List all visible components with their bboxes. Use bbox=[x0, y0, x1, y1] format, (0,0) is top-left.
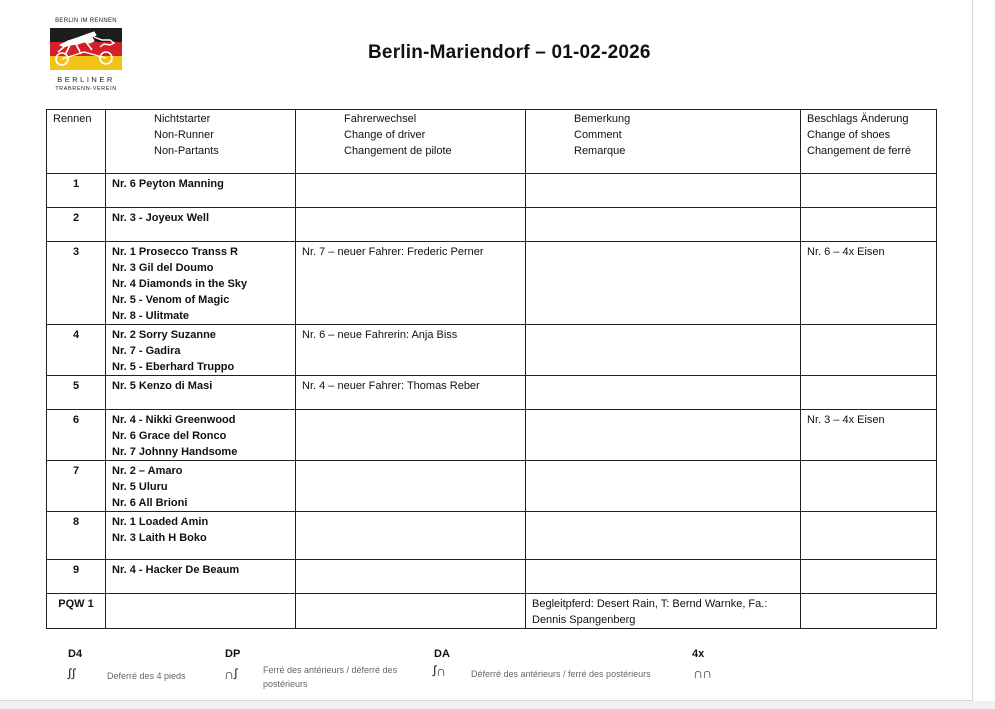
comment-cell bbox=[526, 512, 801, 560]
race-number: 1 bbox=[47, 174, 106, 208]
horseshoe-icon: ꭍ∩ bbox=[432, 663, 446, 679]
race-number: 7 bbox=[47, 461, 106, 512]
page-edge-right bbox=[972, 0, 973, 709]
header-nonrunner: Nichtstarter Non-Runner Non-Partants bbox=[106, 110, 296, 174]
table-row bbox=[47, 594, 937, 629]
header-driver: Fahrerwechsel Change of driver Changement de pilote bbox=[296, 110, 526, 174]
horseshoe-icon: ∩∩ bbox=[693, 665, 712, 681]
race-number: 2 bbox=[47, 208, 106, 242]
legend-code-da: DA bbox=[434, 648, 450, 660]
race-number: 8 bbox=[47, 512, 106, 560]
table-row bbox=[47, 461, 937, 512]
race-number: PQW 1 bbox=[47, 594, 106, 629]
logo-name: BERLINER bbox=[57, 75, 115, 84]
nonrunner-cell: Nr. 4 - Hacker De Beaum bbox=[106, 560, 296, 594]
nonrunner-cell: Nr. 1 Prosecco Transs R Nr. 3 Gil del Doumo Nr. 4 Diamonds in the Sky Nr. 5 - Venom of Magic Nr. 8 - Ulitmate bbox=[106, 242, 296, 325]
race-number: 5 bbox=[47, 376, 106, 410]
driver-cell bbox=[296, 512, 526, 560]
page-title: Berlin-Mariendorf – 01-02-2026 bbox=[368, 42, 651, 63]
legend-code-d4: D4 bbox=[68, 648, 83, 660]
header-row bbox=[47, 110, 937, 174]
legend-code-4x: 4x bbox=[692, 648, 705, 660]
logo-top-text: BERLIN IM RENNEN bbox=[55, 18, 117, 24]
page-gap bbox=[0, 701, 995, 709]
comment-cell: Begleitpferd: Desert Rain, T: Bernd Warnke, Fa.: Dennis Spangenberg bbox=[526, 594, 801, 629]
shoes-cell bbox=[801, 512, 937, 560]
nonrunner-cell bbox=[106, 594, 296, 629]
driver-cell bbox=[296, 174, 526, 208]
comment-cell bbox=[526, 376, 801, 410]
driver-cell bbox=[296, 461, 526, 512]
shoes-cell bbox=[801, 208, 937, 242]
table-row bbox=[47, 174, 937, 208]
logo-subtitle: TRABRENN-VEREIN bbox=[55, 86, 117, 92]
driver-cell: Nr. 6 – neue Fahrerin: Anja Biss bbox=[296, 325, 526, 376]
race-number: 6 bbox=[47, 410, 106, 461]
legend-text-da: Déferré des antérieurs / ferré des postérieurs bbox=[471, 669, 651, 679]
driver-cell: Nr. 7 – neuer Fahrer: Frederic Perner bbox=[296, 242, 526, 325]
shoes-cell bbox=[801, 174, 937, 208]
driver-cell: Nr. 4 – neuer Fahrer: Thomas Reber bbox=[296, 376, 526, 410]
shoes-cell bbox=[801, 461, 937, 512]
comment-cell bbox=[526, 461, 801, 512]
comment-cell bbox=[526, 174, 801, 208]
nonrunner-cell: Nr. 5 Kenzo di Masi bbox=[106, 376, 296, 410]
nonrunner-cell: Nr. 2 Sorry Suzanne Nr. 7 - Gadira Nr. 5 - Eberhard Truppo bbox=[106, 325, 296, 376]
driver-cell bbox=[296, 594, 526, 629]
driver-cell bbox=[296, 208, 526, 242]
table-row bbox=[47, 560, 937, 594]
race-number: 3 bbox=[47, 242, 106, 325]
nonrunner-cell: Nr. 2 – Amaro Nr. 5 Uluru Nr. 6 All Brioni bbox=[106, 461, 296, 512]
comment-cell bbox=[526, 560, 801, 594]
driver-cell bbox=[296, 560, 526, 594]
nonrunner-cell: Nr. 6 Peyton Manning bbox=[106, 174, 296, 208]
shoes-cell: Nr. 3 – 4x Eisen bbox=[801, 410, 937, 461]
table-row bbox=[47, 512, 937, 560]
comment-cell bbox=[526, 208, 801, 242]
shoes-cell bbox=[801, 325, 937, 376]
nonrunner-table bbox=[46, 109, 937, 629]
nonrunner-cell: Nr. 4 - Nikki Greenwood Nr. 6 Grace del Ronco Nr. 7 Johnny Handsome bbox=[106, 410, 296, 461]
comment-cell bbox=[526, 325, 801, 376]
shoes-cell bbox=[801, 594, 937, 629]
comment-cell bbox=[526, 242, 801, 325]
shoes-cell bbox=[801, 560, 937, 594]
comment-cell bbox=[526, 410, 801, 461]
driver-cell bbox=[296, 410, 526, 461]
race-number: 9 bbox=[47, 560, 106, 594]
header-shoes: Beschlags Änderung Change of shoes Changement de ferré bbox=[801, 110, 937, 174]
legend-text-d4: Deferré des 4 pieds bbox=[107, 671, 186, 681]
table-row bbox=[47, 376, 937, 410]
legend-code-dp: DP bbox=[225, 648, 241, 660]
table-row bbox=[47, 208, 937, 242]
horseshoe-icon: ꭍꭍ bbox=[67, 666, 76, 682]
shoes-cell bbox=[801, 376, 937, 410]
header-comment: Bemerkung Comment Remarque bbox=[526, 110, 801, 174]
logo bbox=[50, 18, 122, 98]
table-row bbox=[47, 242, 937, 325]
legend-text-dp: Ferré des antérieurs / déferré des postérieurs bbox=[263, 665, 398, 689]
table-row bbox=[47, 325, 937, 376]
shoes-cell: Nr. 6 – 4x Eisen bbox=[801, 242, 937, 325]
horse-icon bbox=[50, 28, 122, 70]
horseshoe-icon: ∩ꭍ bbox=[224, 666, 238, 682]
race-number: 4 bbox=[47, 325, 106, 376]
nonrunner-cell: Nr. 1 Loaded Amin Nr. 3 Laith H Boko bbox=[106, 512, 296, 560]
table-row bbox=[47, 410, 937, 461]
header-race: Rennen bbox=[47, 110, 106, 174]
nonrunner-cell: Nr. 3 - Joyeux Well bbox=[106, 208, 296, 242]
